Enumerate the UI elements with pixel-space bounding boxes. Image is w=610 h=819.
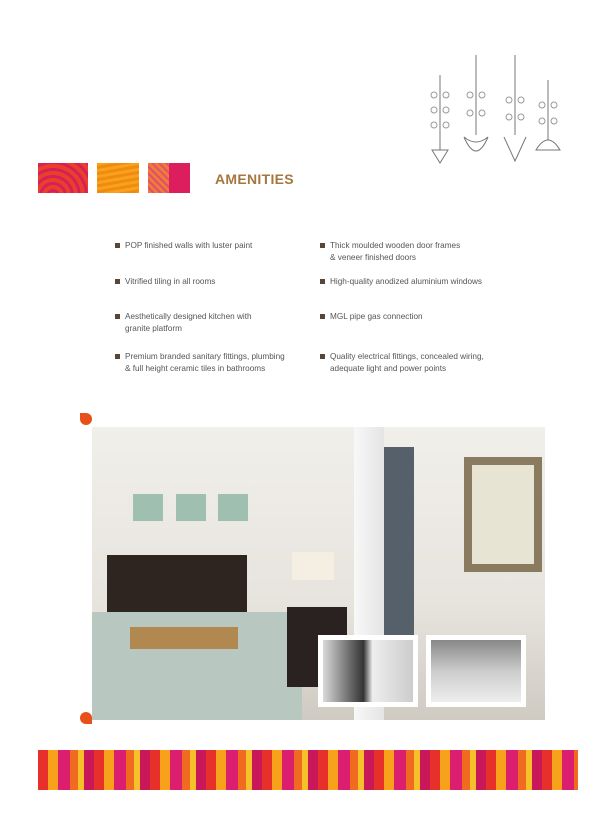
bullet-icon <box>115 279 120 284</box>
amenity-item: Quality electrical fittings, concealed wiring, adequate light and power points <box>330 351 530 374</box>
bullet-icon <box>320 243 325 248</box>
section-title: AMENITIES <box>215 171 294 187</box>
amenity-item: Premium branded sanitary fittings, plumbing & full height ceramic tiles in bathrooms <box>125 351 325 374</box>
lamp <box>292 552 334 580</box>
pattern-swatch-orange <box>97 163 139 193</box>
wall-art <box>218 494 248 521</box>
pattern-swatch-pink <box>148 163 190 193</box>
hanging-ornament-decoration <box>420 55 570 167</box>
wall-art <box>176 494 206 521</box>
kitchen-inset-photo <box>318 635 418 707</box>
amenity-item: POP finished walls with luster paint <box>125 240 325 252</box>
amenity-item: Vitrified tiling in all rooms <box>125 276 325 288</box>
pattern-band-footer <box>38 750 578 790</box>
bullet-icon <box>115 243 120 248</box>
bullet-icon <box>115 354 120 359</box>
bullet-icon <box>320 354 325 359</box>
wall-art <box>133 494 163 521</box>
bullet-icon <box>320 314 325 319</box>
amenity-item: Aesthetically designed kitchen with granite platform <box>125 311 325 334</box>
tray <box>130 627 238 649</box>
corner-tab-decoration <box>80 413 92 425</box>
headboard <box>107 555 247 615</box>
pattern-swatch-red <box>38 163 88 193</box>
window <box>384 447 414 647</box>
amenity-item: Thick moulded wooden door frames & veneer finished doors <box>330 240 530 263</box>
bullet-icon <box>115 314 120 319</box>
corner-tab-decoration <box>80 712 92 724</box>
framed-starfish-art <box>464 457 542 572</box>
amenity-item: MGL pipe gas connection <box>330 311 530 323</box>
bullet-icon <box>320 279 325 284</box>
amenity-item: High-quality anodized aluminium windows <box>330 276 530 288</box>
bathroom-inset-photo <box>426 635 526 707</box>
